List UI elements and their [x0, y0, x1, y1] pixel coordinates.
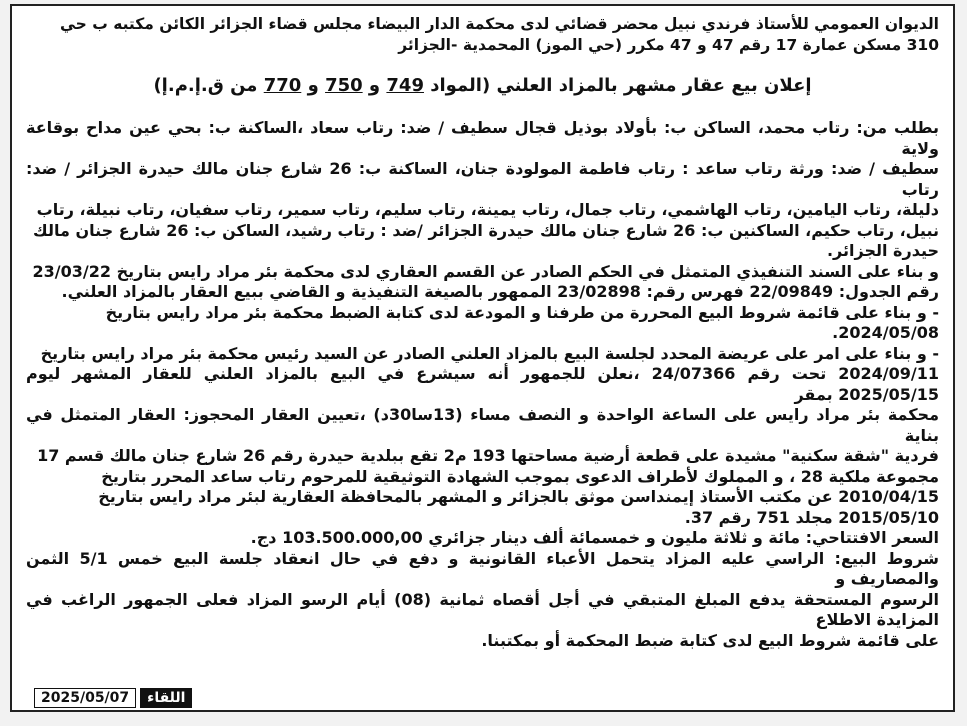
- judgment-paragraph: [26, 262, 939, 303]
- sale-order-line: 2010/04/15 عن مكتب الأستاذ إيمنداسن موثق بالجزائر و المشهر بالمحافظة العقارية لبئر مراد رايس بتاريخ: [98, 487, 939, 506]
- sale-order-line: محكمة بئر مراد رايس على الساعة الواحدة و النصف مساء (13سا30د) ،تعيين العقار المحجوز: العقار المتمثل في بناية: [26, 405, 939, 445]
- article-749: 749: [386, 75, 424, 96]
- title-suffix: من ق.إ.م.إ): [153, 75, 258, 96]
- title-prefix: إعلان بيع عقار مشهر بالمزاد العلني (المواد: [430, 75, 812, 96]
- sale-conditions-line: على قائمة شروط البيع لدى كتابة ضبط المحكمة أو بمكتبنا.: [481, 630, 939, 650]
- conditions-list-line: - و بناء على قائمة شروط البيع المحررة من طرفنا و المودعة لدى كتابة الضبط محكمة بئر مراد رايس بتاريخ: [105, 302, 939, 322]
- conditions-list-paragraph: [26, 303, 939, 344]
- opening-price-paragraph: [26, 528, 939, 549]
- legal-notice: [10, 4, 955, 712]
- sale-conditions-line: شروط البيع: الراسي عليه المزاد يتحمل الأعباء القانونية و دفع في حال انعقاد جلسة البيع خمس 5/1 الثمن والمصاريف و: [26, 548, 940, 588]
- notice-title: [26, 75, 939, 96]
- opening-price-line: السعر الافتتاحي: مائة و ثلاثة مليون و خمسمائة ألف دينار جزائري 103.500.000,00 دج.: [250, 528, 939, 547]
- parties-line: دليلة، رتاب اليامين، رتاب الهاشمي، رتاب جمال، رتاب يمينة، رتاب سليم، رتاب سمير، رتاب سفيان، رتاب نبيلة، رتاب: [36, 200, 939, 219]
- parties-line: سطيف / ضد: ورثة رتاب ساعد : رتاب فاطمة المولودة جنان، الساكنة ب: 26 شارع جنان مالك حيدرة الجزائر / ضد: رتاب: [26, 159, 939, 199]
- sale-conditions-paragraph: [26, 549, 939, 652]
- sale-order-line: 2024/09/11 تحت رقم 24/07366 ،نعلن للجمهور أنه سيشرع في البيع بالمزاد العلني للعقار المشهر ليوم 2025/05/15 بمقر: [26, 364, 939, 404]
- parties-line: بطلب من: رتاب محمد، الساكن ب: بأولاد بوذيل قجال سطيف / ضد: رتاب سعاد ،الساكنة ب: بحي عين مداح بوقاعة ولاية: [26, 118, 939, 158]
- title-and-2: و: [307, 75, 319, 96]
- judgment-line: و بناء على السند التنفيذي المتمثل في الحكم الصادر عن القسم العقاري لدى محكمة بئر مراد رايس بتاريخ 23/03/22: [32, 261, 939, 281]
- conditions-list-line: 2024/05/08.: [832, 323, 939, 342]
- sale-conditions-line: الرسوم المستحقة يدفع المبلغ المتبقي في أجل أقصاه ثمانية (08) أيام الرسو المزاد فعلى الجمهور الراغب في المزايدة الاطلاع: [26, 589, 940, 629]
- sale-order-paragraph: [26, 344, 939, 529]
- publication-date: 2025/05/07: [34, 688, 136, 708]
- newspaper-name: اللقاء: [140, 688, 192, 708]
- parties-line: نبيل، رتاب حكيم، الساكنين ب: 26 شارع جنان مالك حيدرة الجزائر /ضد : رتاب رشيد، الساكن ب: 26 شارع جنان مالك: [33, 220, 939, 240]
- judgment-line: رقم الجدول: 22/09849 فهرس رقم: 23/02898 الممهور بالصيغة التنفيذية و القاضي ببيع العقار بالمزاد العلني.: [61, 282, 939, 301]
- header-line-1: الديوان العمومي للأستاذ فرندي نبيل محضر قضائي لدى محكمة الدار البيضاء مجلس قضاء الجزائر الكائن مكتبه ب حي: [59, 15, 939, 33]
- sale-order-line: - و بناء على امر على عريضة المحدد لجلسة البيع بالمزاد العلني الصادر عن السيد رئيس محكمة بئر مراد رايس بتاريخ: [40, 343, 939, 363]
- sale-order-line: 2015/05/10 مجلد 751 رقم 37.: [684, 507, 939, 527]
- sale-order-line: مجموعة ملكية 28 ، و المملوك لأطراف الدعوى بموجب الشهادة التوثيقية للمرحوم رتاب ساعد المحرر بتاريخ: [101, 466, 939, 486]
- parties-line: حيدرة الجزائر.: [826, 241, 939, 260]
- parties-paragraph: [26, 118, 939, 262]
- sale-order-line: فردية "شقة سكنية" مشيدة على قطعة أرضية مساحتها 193 م2 تقع ببلدية حيدرة رقم 26 شارع جنان مالك قسم 17: [37, 446, 939, 465]
- title-and-1: و: [368, 75, 381, 96]
- article-770: 770: [263, 75, 302, 96]
- article-750: 750: [325, 75, 363, 96]
- header-line-2: 310 مسكن عمارة 17 رقم 47 و 47 مكرر (حي الموز) المحمدية -الجزائر: [398, 35, 939, 54]
- publication-footer: [34, 688, 192, 708]
